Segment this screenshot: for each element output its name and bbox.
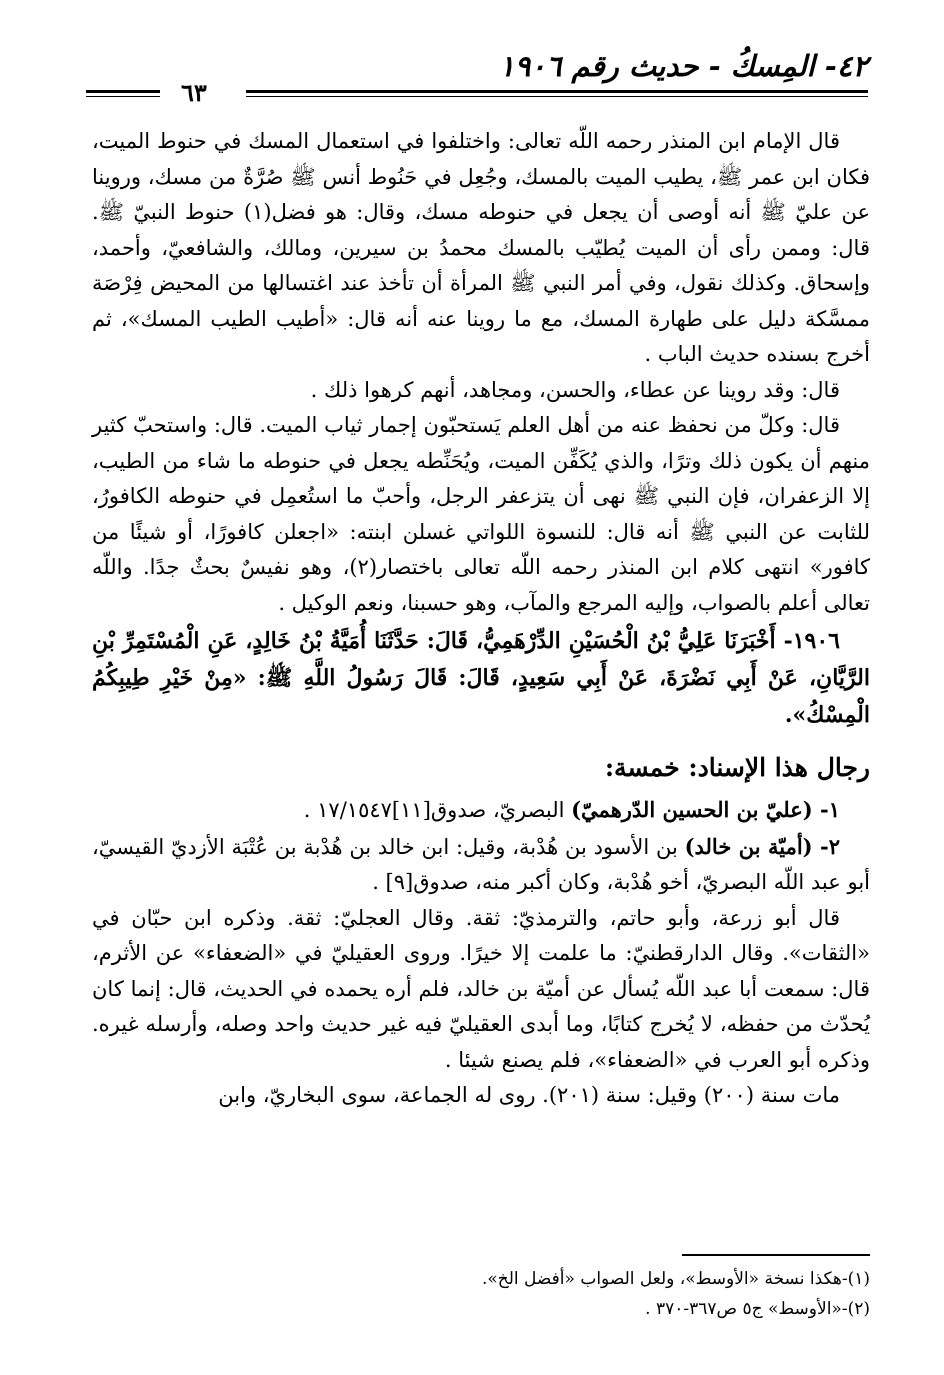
- footnote-divider: [682, 1254, 870, 1256]
- footnotes: [92, 1264, 870, 1324]
- narrator-details: البصريّ، صدوق[١١]١٧/١٥٤٧ .: [303, 798, 572, 822]
- header-rule-left: [86, 90, 160, 97]
- commentary-paragraph: قال: وقد روينا عن عطاء، والحسن، ومجاهد، أنهم كرهوا ذلك .: [310, 377, 840, 402]
- header-rule: [246, 90, 868, 97]
- footnote: (١)-هكذا نسخة «الأوسط»، ولعل الصواب «أفضل الخ».: [481, 1269, 870, 1289]
- commentary-paragraph: قال أبو زرعة، وأبو حاتم، والترمذيّ: ثقة. وقال العجليّ: ثقة. وذكره ابن حبّان في «الثقات». وقال الدارقطنيّ: ما علمت إلا خيرًا. وروى العقيليّ في «الضعفاء» عن الأثرم، قال: سمعت أبا عبد اللّه يُسأل عن أميّة بن خالد، فلم أره يحمده في الحديث، قال: إنما كان يُحدّث من حفظه، لا يُخرج كتابًا، وما أبدى العقيليّ فيه غير حديث واحد وصله، وأرسله غيره. وذكره أبو العرب في «الضعفاء»، فلم يصنع شيئا .: [92, 905, 870, 1072]
- narrator-entry: [92, 792, 870, 829]
- commentary-paragraph: قال: وكلّ من نحفظ عنه من أهل العلم يَستحبّون إجمار ثياب الميت. قال: واستحبّ كثير منهم أن يكون ذلك وترًا، والذي يُكَفِّن الميت، ويُحَنِّطه يجعل في حنوطه ما شاء من الطيب، إلا الزعفران، فإن النبي ﷺ نهى أن يتزعفر الرجل، وأحبّ ما استُعمِل في حنوطه الكافورُ، للثابت عن النبي ﷺ أنه قال: للنسوة اللواتي غسلن ابنته: «اجعلن كافورًا، أو شيئًا من كافور» انتهى كلام ابن المنذر رحمه اللّه تعالى باختصار(٢)، وهو نفيسٌ بحثٌ جدًا. واللّه تعالى أعلم بالصواب، وإليه المرجع والمآب، وهو حسبنا، ونعم الوكيل .: [92, 413, 870, 615]
- chapter-title: ٤٢- المِسكُ - حديث رقم ١٩٠٦: [499, 49, 868, 83]
- page-header: [86, 44, 868, 114]
- page-number: ٦٣: [181, 78, 207, 107]
- narrator-entry: [92, 829, 870, 901]
- narrator-name: ٢- (أميّة بن خالد): [684, 833, 840, 859]
- narrator-name: ١- (عليّ بن الحسين الدّرهميّ): [571, 797, 840, 822]
- footnote: (٢)-«الأوسط» ج٥ ص٣٦٧-٣٧٠ .: [645, 1299, 870, 1319]
- hadith-text: ١٩٠٦- أَخْبَرَنَا عَلِيُّ بْنُ الْحُسَيْنِ الدِّرْهَمِيُّ، قَالَ: حَدَّثَنَا أُمَيَّةُ بْنُ خَالِدٍ، عَنِ الْمُسْتَمِرِّ بْنِ الرَّيَّانِ، عَنْ أَبِي نَضْرَةَ، عَنْ أَبِي سَعِيدٍ، قَالَ: قَالَ رَسُولُ اللَّهِ ﷺ: «مِنْ خَيْرِ طِيبِكُمُ الْمِسْكُ».: [92, 628, 870, 728]
- section-title: رجال هذا الإسناد: خمسة:: [604, 753, 870, 782]
- commentary-paragraph: مات سنة (٢٠٠) وقيل: سنة (٢٠١). روى له الجماعة، سوى البخاريّ، وابن: [218, 1083, 840, 1107]
- commentary-paragraph: قال الإمام ابن المنذر رحمه اللّه تعالى: واختلفوا في استعمال المسك في حنوط الميت، فكان ابن عمر ﷺ، يطيب الميت بالمسك، وجُعِل في حَنُوط أنس ﷺ صُرَّةٌ من مسك، وروينا عن عليّ ﷺ أنه أوصى أن يجعل في حنوطه مسك، وقال: هو فضل(١) حنوط النبيّ ﷺ. قال: وممن رأى أن الميت يُطيّب بالمسك محمدُ بن سيرين، ومالك، والشافعيّ، وأحمد، وإسحاق. وكذلك نقول، وفي أمر النبي ﷺ المرأة أن تأخذ عند اغتسالها من المحيض فِرْصَة ممسَّكة دليل على طهارة المسك، مع ما روينا عنه أنه قال: «أطيب الطيب المسك»، ثم أخرج بسنده حديث الباب .: [92, 129, 870, 366]
- narrator-details: بن الأسود بن هُدْبة، وقيل: ابن خالد بن هُدْبة بن عُتْبَة الأزديّ القيسيّ، أبو عبد اللّه البصريّ، أخو هُدْبة، وكان أكبر منه، صدوق[٩] .: [92, 834, 870, 894]
- page-body: [92, 124, 870, 1114]
